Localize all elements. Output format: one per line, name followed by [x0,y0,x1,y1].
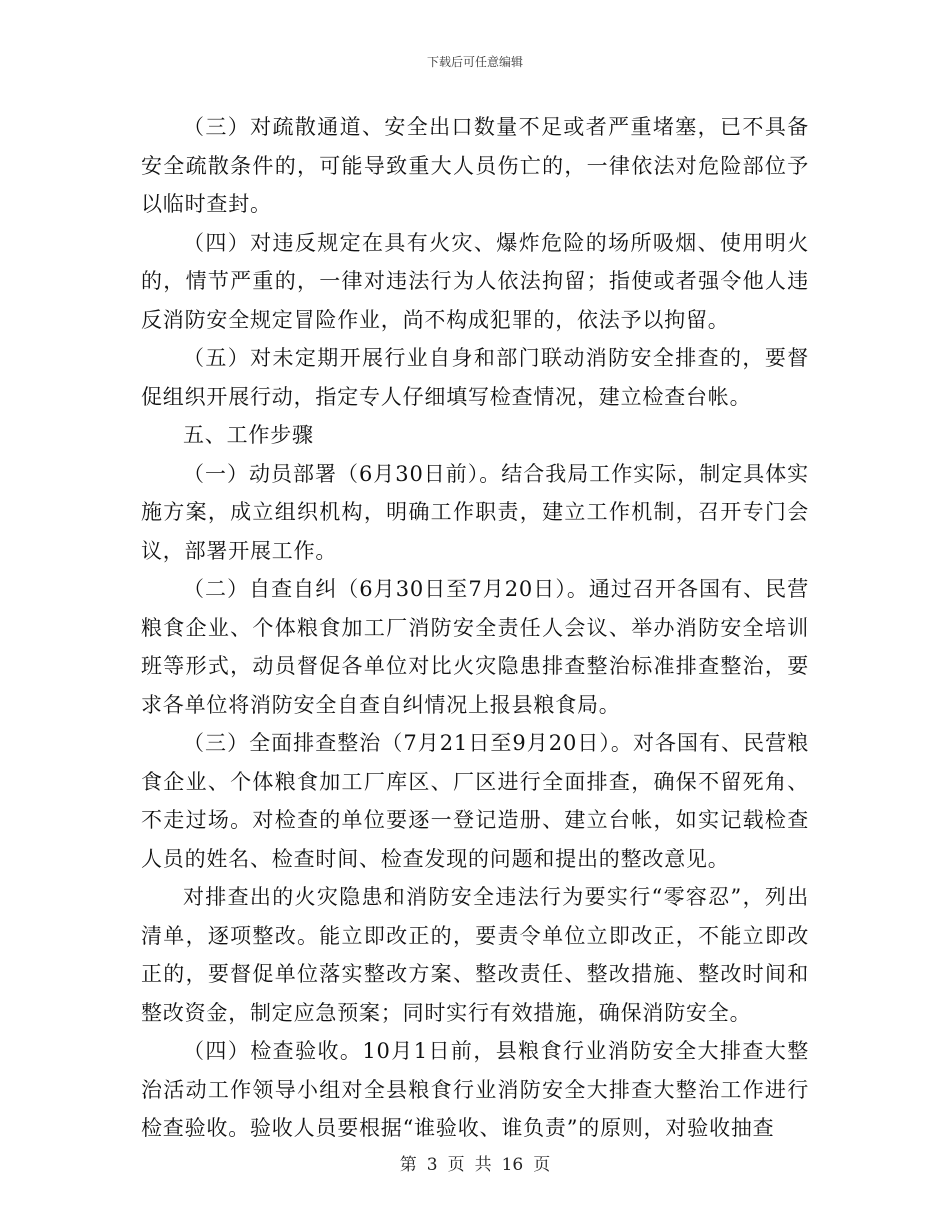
paragraph-item-5: （五）对未定期开展行业自身和部门联动消防安全排查的，要督促组织开展行动，指定专人仔细填写检查情况，建立检查台帐。 [141,346,809,409]
page-header: 下载后可任意编辑 [426,55,523,69]
paragraph-item-4: （四）对违反规定在具有火灾、爆炸危险的场所吸烟、使用明火的，情节严重的，一律对违法行为人依法拘留；指使或者强令他人违反消防安全规定冒险作业，尚不构成犯罪的，依法予以拘留。 [141,230,809,332]
section-heading-work-steps: 五、工作步骤 [183,423,314,447]
paragraph-step-2: （二）自查自纠（6月30日至7月20日）。通过召开各国有、民营粮食企业、个体粮食加工厂消防安全责任人会议、举办消防安全培训班等形式，动员督促各单位对比火灾隐患排查整治标准排查整治，要求各单位将消防安全自查自纠情况上报县粮食局。 [141,577,809,717]
footer-page-unit: 页 [447,1155,465,1175]
paragraph-step-3: （三）全面排查整治（7月21日至9月20日）。对各国有、民营粮食企业、个体粮食加工厂库区、厂区进行全面排查，确保不留死角、不走过场。对检查的单位要逐一登记造册、建立台帐，如实记载检查人员的姓名、检查时间、检查发现的问题和提出的整改意见。 [141,731,809,871]
footer-prefix: 第 [399,1155,417,1175]
page-number: 3 [426,1155,438,1175]
paragraph-item-3: （三）对疏散通道、安全出口数量不足或者严重堵塞，已不具备安全疏散条件的，可能导致重大人员伤亡的，一律依法对危险部位予以临时查封。 [141,115,809,216]
paragraph-step-1: （一）动员部署（6月30日前）。结合我局工作实际，制定具体实施方案，成立组织机构，明确工作职责，建立工作机制，召开专门会议，部署开展工作。 [141,461,809,563]
paragraph-step-4: （四）检查验收。10月1日前，县粮食行业消防安全大排查大整治活动工作领导小组对全县粮食行业消防安全大排查大整治工作进行检查验收。验收人员要根据“谁验收、谁负责”的原则，对验收抽查 [141,1039,809,1140]
total-pages: 16 [501,1155,524,1175]
page-footer [0,1150,950,1175]
paragraph-zero-tolerance: 对排查出的火灾隐患和消防安全违法行为要实行“零容忍”，列出清单，逐项整改。能立即改正的，要责令单位立即改正，不能立即改正的，要督促单位落实整改方案、整改责任、整改措施、整改时间和整改资金，制定应急预案；同时实行有效措施，确保消防安全。 [141,885,809,1025]
footer-total-unit: 页 [533,1155,551,1175]
document-body [141,108,809,1148]
footer-total-prefix: 共 [474,1155,492,1175]
